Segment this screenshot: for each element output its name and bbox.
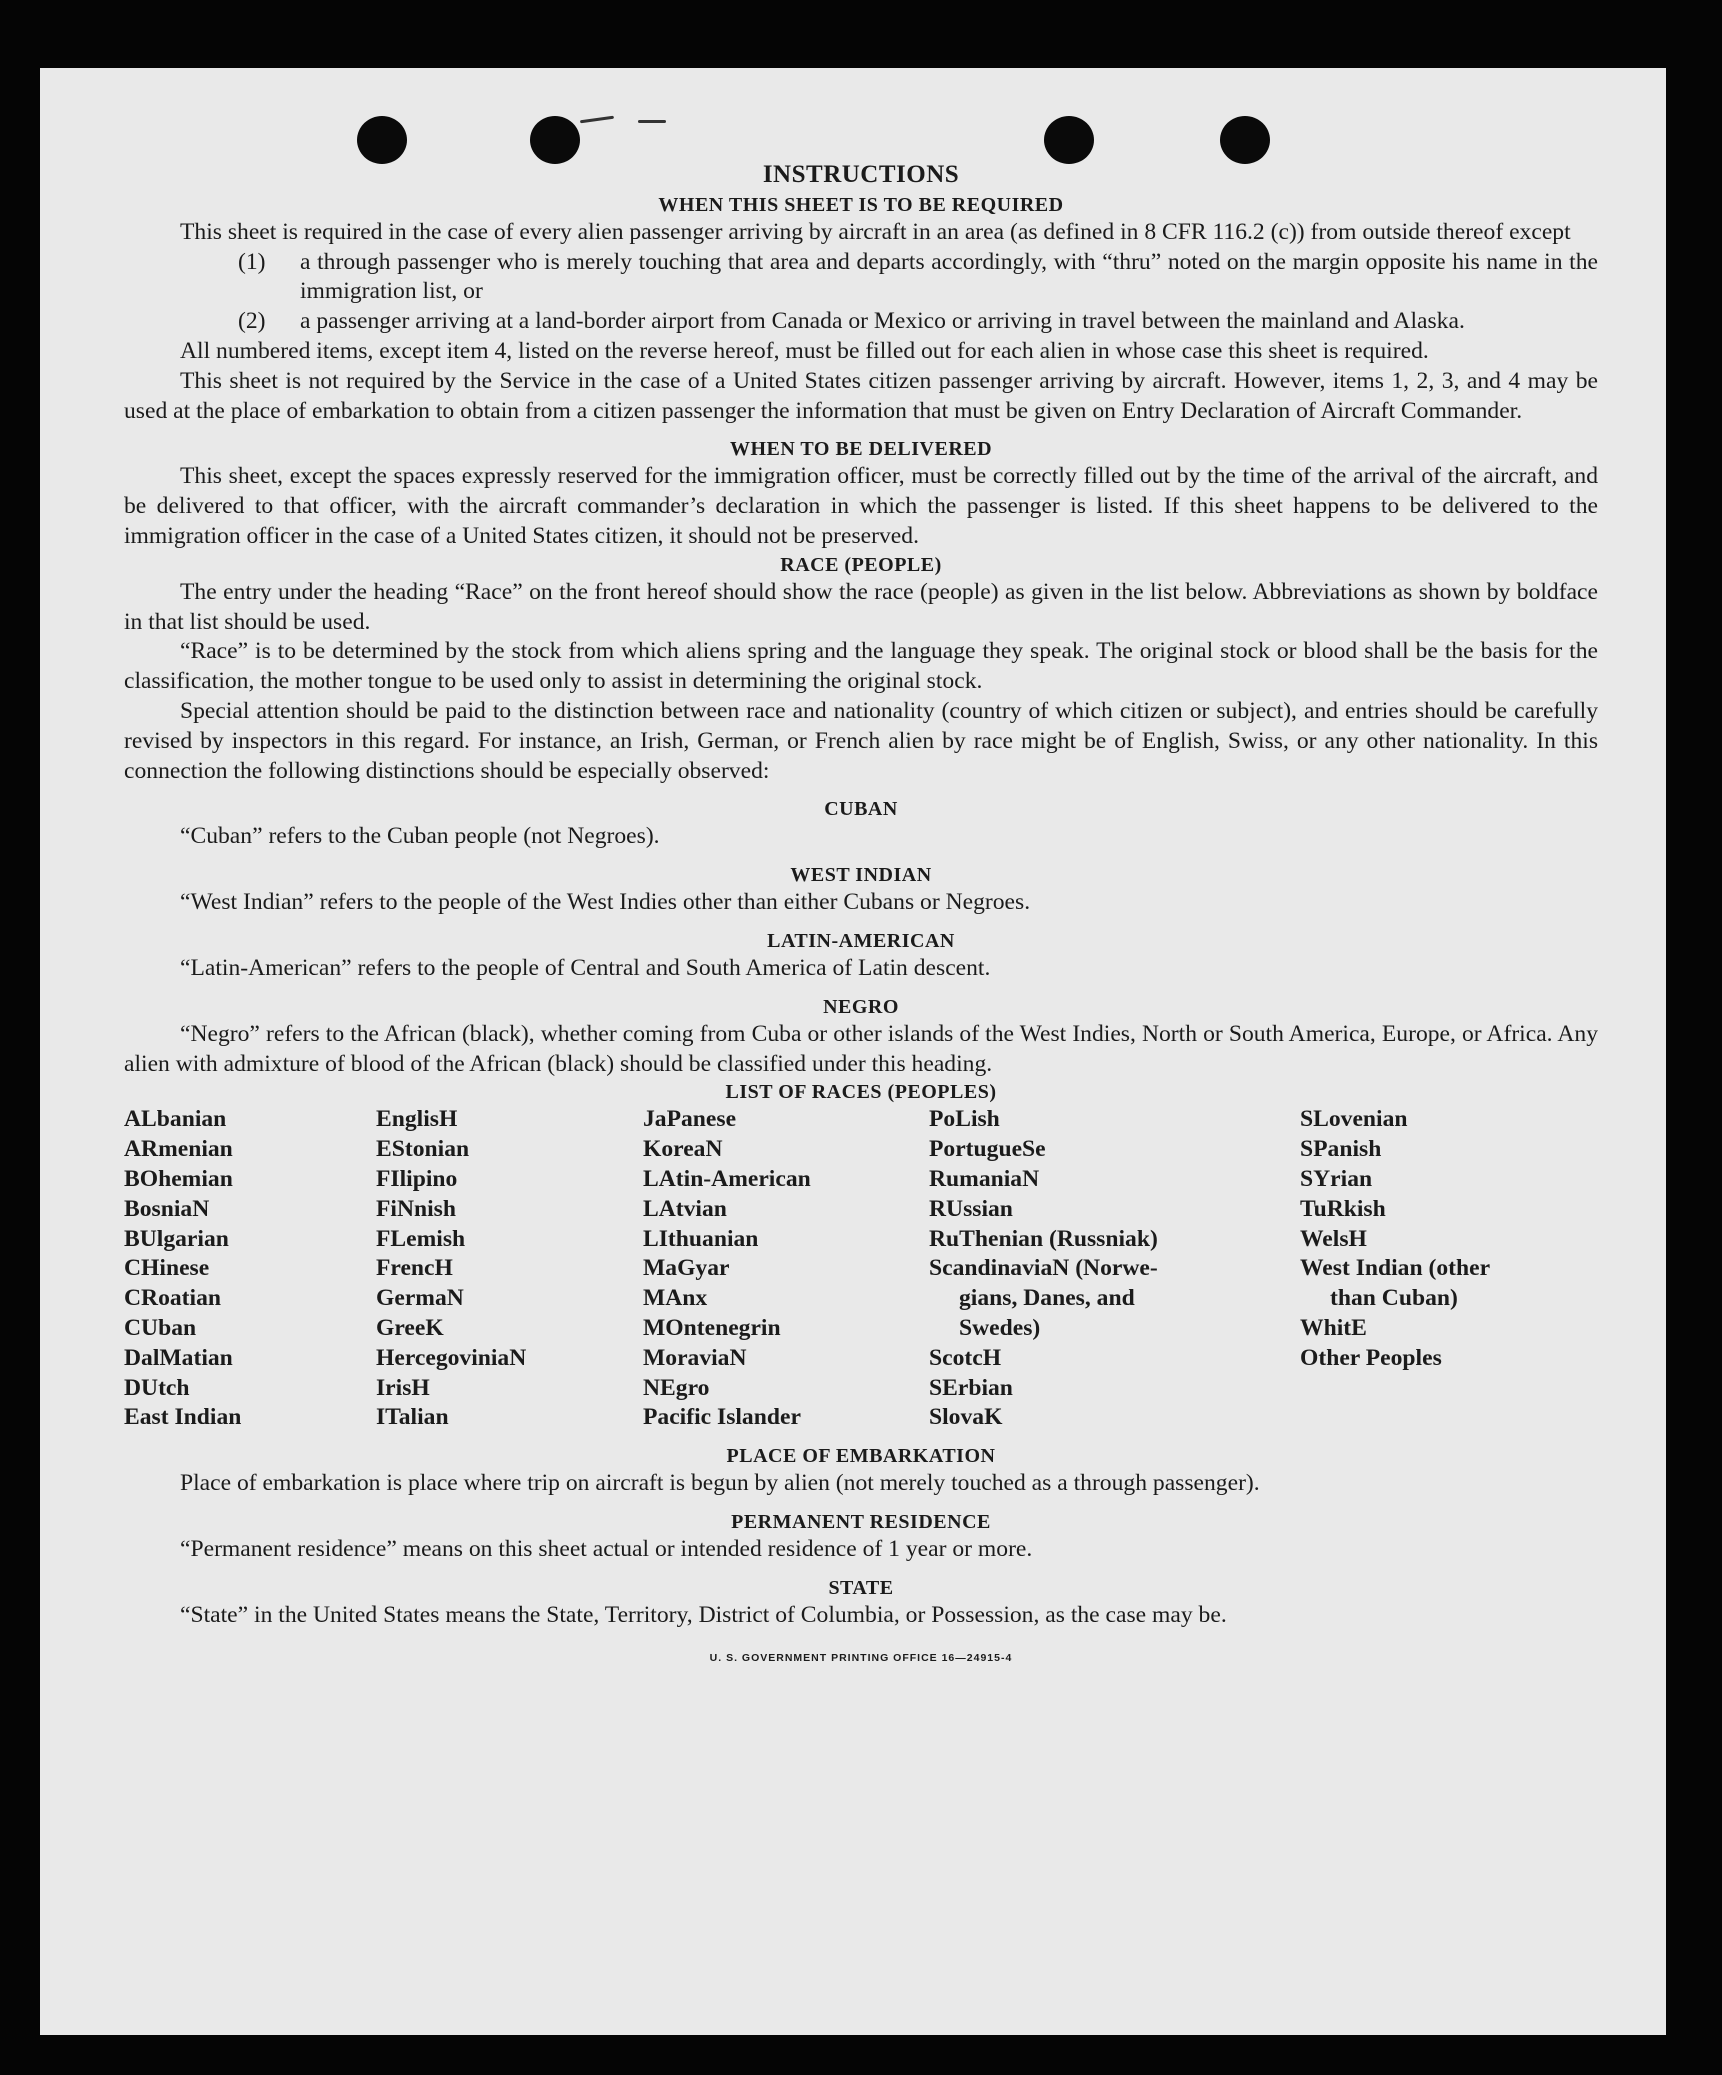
race-entry: RumaniaN bbox=[929, 1165, 1040, 1192]
paragraph: “Race” is to be determined by the stock from which aliens spring and the language they speak. The original stock or blood shall be the basis for the classification, the mother tongue to be used only to assist in determining the original stock. bbox=[124, 638, 1598, 695]
race-entry: MAnx bbox=[643, 1285, 708, 1312]
race-entry: East Indian bbox=[124, 1404, 242, 1431]
race-column bbox=[376, 1105, 643, 1433]
race-entry: SLovenian bbox=[1300, 1106, 1408, 1133]
race-entry: IrisH bbox=[376, 1374, 430, 1401]
item-text: a passenger arriving at a land-border airport from Canada or Mexico or arriving in travel between the mainland and Alaska. bbox=[300, 308, 1465, 335]
paragraph: “State” in the United States means the State, Territory, District of Columbia, or Possession, as the case may be. bbox=[180, 1601, 1227, 1628]
race-entry: BOhemian bbox=[124, 1165, 233, 1192]
list-item bbox=[124, 248, 1598, 308]
paragraph: The entry under the heading “Race” on the front hereof should show the race (people) as given in the list below. Abbreviations as shown by boldface in that list should be used. bbox=[124, 578, 1598, 635]
section-heading: NEGRO bbox=[823, 995, 899, 1018]
race-list bbox=[124, 1105, 1598, 1433]
paragraph: “Latin-American” refers to the people of Central and South America of Latin descent. bbox=[180, 954, 991, 981]
race-entry: MOntenegrin bbox=[643, 1314, 781, 1341]
item-number: (1) bbox=[238, 248, 266, 275]
scan-mark bbox=[638, 120, 666, 123]
scan-mark bbox=[580, 116, 614, 124]
paragraph: “Negro” refers to the African (black), whether coming from Cuba or other islands of the West Indies, North or South America, Europe, or Africa. Any alien with admixture of blood of the African (black) should be classified under this heading. bbox=[124, 1020, 1598, 1077]
race-entry: NEgro bbox=[643, 1374, 710, 1401]
race-entry: CHinese bbox=[124, 1255, 210, 1282]
race-entry: LAtin-American bbox=[643, 1165, 811, 1192]
section-heading: STATE bbox=[828, 1576, 894, 1599]
page-title: INSTRUCTIONS bbox=[762, 161, 960, 188]
race-entry: SPanish bbox=[1300, 1136, 1382, 1163]
race-entry: WhitE bbox=[1300, 1314, 1367, 1341]
race-column bbox=[124, 1105, 376, 1433]
paragraph: Special attention should be paid to the distinction between race and nationality (country of which citizen or subject), and entries should be carefully revised by inspectors in this regard. For instance, an Irish, German, or French alien by race might be of English, Swiss, or any other nationality. In this connection the following distinctions should be especially observed: bbox=[124, 697, 1598, 784]
item-number: (2) bbox=[238, 308, 266, 335]
race-entry: MaGyar bbox=[643, 1255, 730, 1282]
paragraph: All numbered items, except item 4, listed on the reverse hereof, must be filled out for each alien in whose case this sheet is required. bbox=[180, 337, 1429, 364]
race-entry: JaPanese bbox=[643, 1106, 737, 1133]
race-entry: RUssian bbox=[929, 1195, 1013, 1222]
race-entry: PoLish bbox=[929, 1106, 1000, 1133]
section-heading: PERMANENT RESIDENCE bbox=[731, 1510, 991, 1533]
race-entry: BUlgarian bbox=[124, 1225, 229, 1252]
race-entry: DalMatian bbox=[124, 1344, 233, 1371]
race-entry: EnglisH bbox=[376, 1106, 458, 1133]
paragraph: “Cuban” refers to the Cuban people (not Negroes). bbox=[180, 823, 660, 850]
race-entry: EStonian bbox=[376, 1136, 470, 1163]
race-entry: ARmenian bbox=[124, 1136, 233, 1163]
race-entry: Pacific Islander bbox=[643, 1404, 801, 1431]
race-entry: PortugueSe bbox=[929, 1136, 1046, 1163]
race-entry: ALbanian bbox=[124, 1106, 227, 1133]
race-entry: RuThenian (Russniak) bbox=[929, 1225, 1158, 1252]
section-heading: WHEN TO BE DELIVERED bbox=[729, 438, 993, 461]
printer-footer: U. S. GOVERNMENT PRINTING OFFICE 16—24915-4 bbox=[709, 1652, 1013, 1665]
race-entry: CUban bbox=[124, 1314, 197, 1341]
race-entry: GreeK bbox=[376, 1314, 444, 1341]
punch-hole bbox=[357, 116, 407, 164]
item-text: a through passenger who is merely touching that area and departs accordingly, with “thru” noted on the margin opposite his name in the immigration list, or bbox=[300, 248, 1598, 305]
paragraph: This sheet is required in the case of every alien passenger arriving by aircraft in an area (as defined in 8 CFR 116.2 (c)) from outside thereof except bbox=[180, 218, 1571, 245]
race-entry: FrencH bbox=[376, 1255, 453, 1282]
race-entry: BosniaN bbox=[124, 1195, 210, 1222]
race-entry: SlovaK bbox=[929, 1404, 1003, 1431]
race-entry: ITalian bbox=[376, 1404, 449, 1431]
section-heading: WEST INDIAN bbox=[790, 864, 932, 887]
section-heading: WHEN THIS SHEET IS TO BE REQUIRED bbox=[658, 193, 1064, 216]
list-item bbox=[124, 307, 1598, 337]
race-entry: HercegoviniaN bbox=[376, 1344, 527, 1371]
race-entry: than Cuban) bbox=[1330, 1285, 1458, 1312]
punch-hole bbox=[1044, 116, 1094, 164]
race-entry: West Indian (other bbox=[1300, 1255, 1491, 1282]
instructions-content bbox=[124, 160, 1598, 1674]
punch-hole bbox=[1220, 116, 1270, 164]
race-entry: SYrian bbox=[1300, 1165, 1373, 1192]
race-column bbox=[643, 1105, 929, 1433]
race-entry: ScotcH bbox=[929, 1344, 1002, 1371]
race-entry: SErbian bbox=[929, 1374, 1013, 1401]
section-heading: LIST OF RACES (PEOPLES) bbox=[725, 1081, 997, 1104]
section-heading: RACE (PEOPLE) bbox=[780, 553, 942, 576]
paragraph: This sheet is not required by the Service in the case of a United States citizen passenger arriving by aircraft. However, items 1, 2, 3, and 4 may be used at the place of embarkation to obtain from a citizen passenger the information that must be given on Entry Declaration of Aircraft Commander. bbox=[124, 367, 1598, 424]
race-entry: gians, Danes, and bbox=[959, 1285, 1135, 1312]
race-entry: FiNnish bbox=[376, 1195, 456, 1222]
race-entry: Other Peoples bbox=[1300, 1344, 1442, 1371]
race-entry: CRoatian bbox=[124, 1285, 222, 1312]
paragraph: “Permanent residence” means on this sheet actual or intended residence of 1 year or more. bbox=[180, 1535, 1033, 1562]
race-entry: Swedes) bbox=[959, 1314, 1041, 1341]
race-entry: KoreaN bbox=[643, 1136, 723, 1163]
paragraph: This sheet, except the spaces expressly reserved for the immigration officer, must be correctly filled out by the time of the arrival of the aircraft, and be delivered to that officer, with the aircraft commander’s declaration in which the passenger is listed. If this sheet happens to be delivered to the immigration officer in the case of a United States citizen, it should not be preserved. bbox=[124, 463, 1598, 549]
race-entry: MoraviaN bbox=[643, 1344, 747, 1371]
race-entry: TuRkish bbox=[1300, 1195, 1386, 1222]
section-heading: PLACE OF EMBARKATION bbox=[726, 1445, 996, 1468]
section-heading: LATIN-AMERICAN bbox=[767, 929, 955, 952]
race-entry: LAtvian bbox=[643, 1195, 727, 1222]
race-entry: LIthuanian bbox=[643, 1225, 759, 1252]
section-heading: CUBAN bbox=[824, 798, 898, 821]
document-sheet bbox=[40, 68, 1666, 2035]
race-entry: FLemish bbox=[376, 1225, 466, 1252]
race-entry: WelsH bbox=[1300, 1225, 1367, 1252]
race-column bbox=[1300, 1105, 1598, 1433]
paragraph: “West Indian” refers to the people of the West Indies other than either Cubans or Negroes. bbox=[180, 889, 1031, 916]
race-entry: DUtch bbox=[124, 1374, 190, 1401]
race-entry: FIlipino bbox=[376, 1165, 458, 1192]
race-entry: GermaN bbox=[376, 1285, 464, 1312]
paragraph: Place of embarkation is place where trip on aircraft is begun by alien (not merely touched as a through passenger). bbox=[180, 1470, 1260, 1497]
race-column bbox=[929, 1105, 1300, 1433]
race-entry: ScandinaviaN (Norwe- bbox=[929, 1255, 1158, 1282]
punch-hole bbox=[530, 116, 580, 164]
